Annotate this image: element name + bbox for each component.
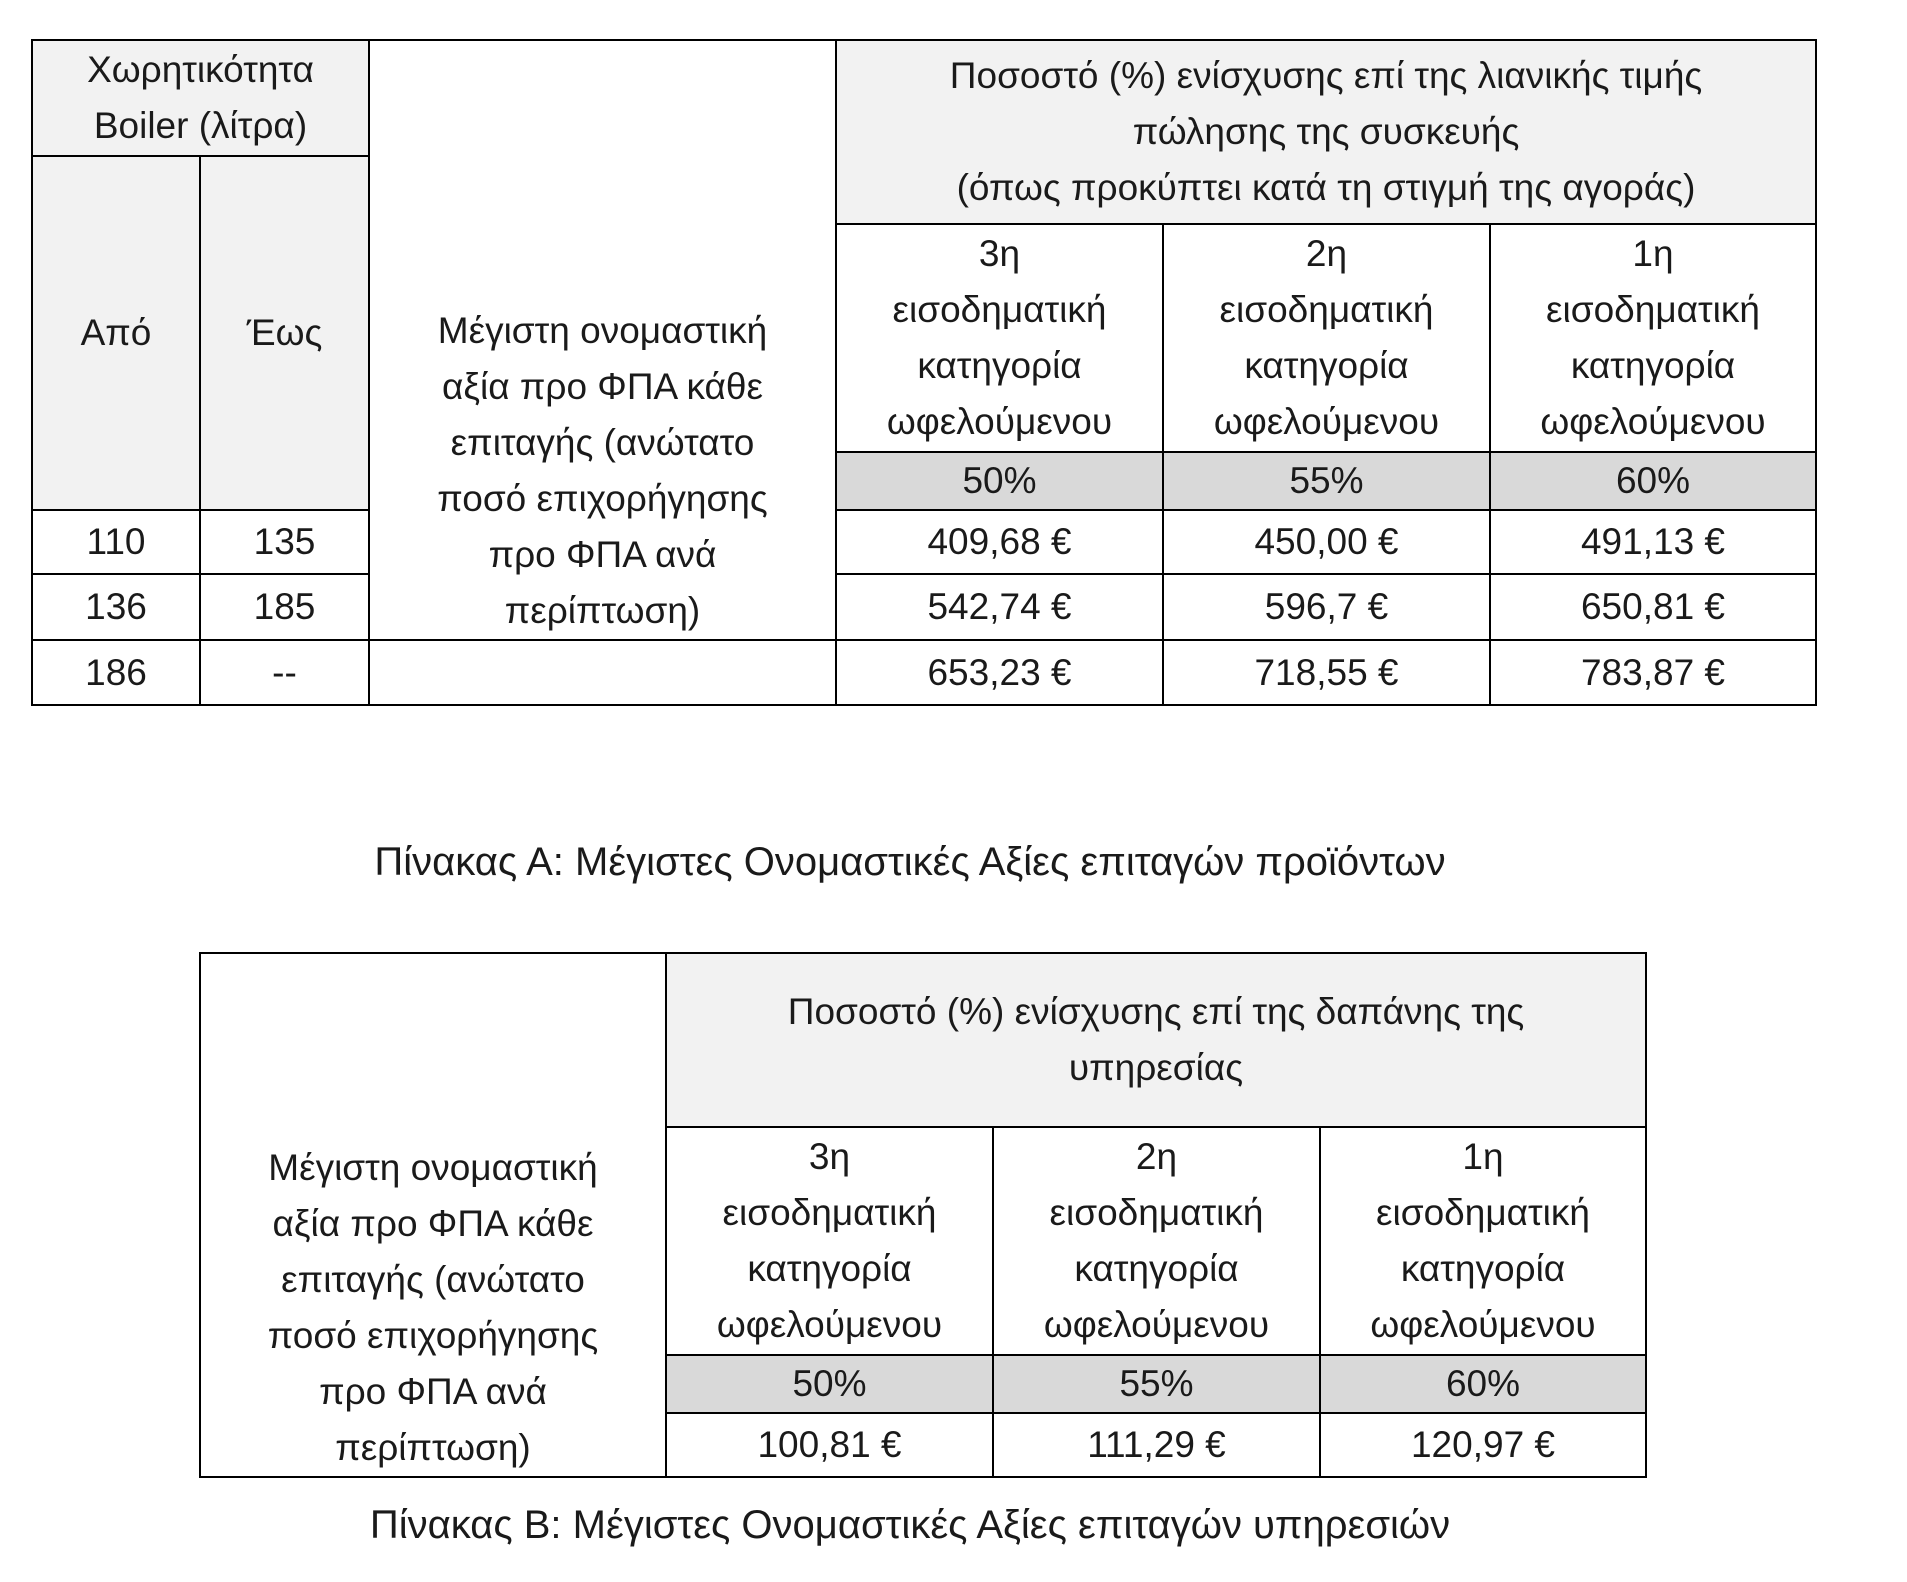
category-2-header: 2η εισοδηματική κατηγορία ωφελούμενου	[993, 1127, 1320, 1355]
row-value: 450,00 €	[1163, 510, 1490, 574]
row-value: 491,13 €	[1490, 510, 1816, 574]
row-to: 135	[200, 510, 369, 574]
row-value: 542,74 €	[836, 574, 1163, 640]
table-b-services	[199, 952, 1647, 1478]
table-a-products	[31, 39, 1817, 706]
row-from: 136	[32, 574, 200, 640]
category-3-percent: 50%	[666, 1355, 993, 1413]
row-value: 120,97 €	[1320, 1413, 1646, 1477]
row-value: 111,29 €	[993, 1413, 1320, 1477]
category-1-header: 1η εισοδηματική κατηγορία ωφελούμενου	[1490, 224, 1816, 452]
category-3-percent: 50%	[836, 452, 1163, 510]
category-2-percent: 55%	[1163, 452, 1490, 510]
table-row	[32, 574, 1816, 640]
category-3-header: 3η εισοδηματική κατηγορία ωφελούμενου	[836, 224, 1163, 452]
category-3-header: 3η εισοδηματική κατηγορία ωφελούμενου	[666, 1127, 993, 1355]
max-value-label: Μέγιστη ονομαστική αξία προ ΦΠΑ κάθε επιταγής (ανώτατο ποσό επιχορήγησης προ ΦΠΑ ανά περίπτωση)	[200, 953, 666, 1477]
row-value: 409,68 €	[836, 510, 1163, 574]
row-from: 186	[32, 640, 200, 705]
from-header: Από	[32, 156, 200, 510]
to-header: Έως	[200, 156, 369, 510]
percent-header: Ποσοστό (%) ενίσχυσης επί της δαπάνης της υπηρεσίας	[666, 953, 1646, 1127]
category-1-percent: 60%	[1490, 452, 1816, 510]
category-2-percent: 55%	[993, 1355, 1320, 1413]
category-1-header: 1η εισοδηματική κατηγορία ωφελούμενου	[1320, 1127, 1646, 1355]
row-value: 650,81 €	[1490, 574, 1816, 640]
caption-table-a: Πίνακας Α: Μέγιστες Ονομαστικές Αξίες επιταγών προϊόντων	[374, 840, 1446, 884]
caption-table-b: Πίνακας Β: Μέγιστες Ονομαστικές Αξίες επιταγών υπηρεσιών	[369, 1503, 1451, 1547]
max-value-spacer	[369, 640, 836, 705]
table-row	[32, 510, 1816, 574]
category-1-percent: 60%	[1320, 1355, 1646, 1413]
row-from: 110	[32, 510, 200, 574]
table-row	[32, 640, 1816, 705]
row-to: 185	[200, 574, 369, 640]
row-value: 100,81 €	[666, 1413, 993, 1477]
row-to: --	[200, 640, 369, 705]
row-value: 783,87 €	[1490, 640, 1816, 705]
row-value: 653,23 €	[836, 640, 1163, 705]
percent-header: Ποσοστό (%) ενίσχυσης επί της λιανικής τιμής πώλησης της συσκευής (όπως προκύπτει κατά τη στιγμή της αγοράς)	[836, 40, 1816, 224]
row-value: 596,7 €	[1163, 574, 1490, 640]
row-value: 718,55 €	[1163, 640, 1490, 705]
category-2-header: 2η εισοδηματική κατηγορία ωφελούμενου	[1163, 224, 1490, 452]
max-value-label: Μέγιστη ονομαστική αξία προ ΦΠΑ κάθε επιταγής (ανώτατο ποσό επιχορήγησης προ ΦΠΑ ανά περίπτωση)	[369, 40, 836, 640]
capacity-header: Χωρητικότητα Boiler (λίτρα)	[32, 40, 369, 156]
